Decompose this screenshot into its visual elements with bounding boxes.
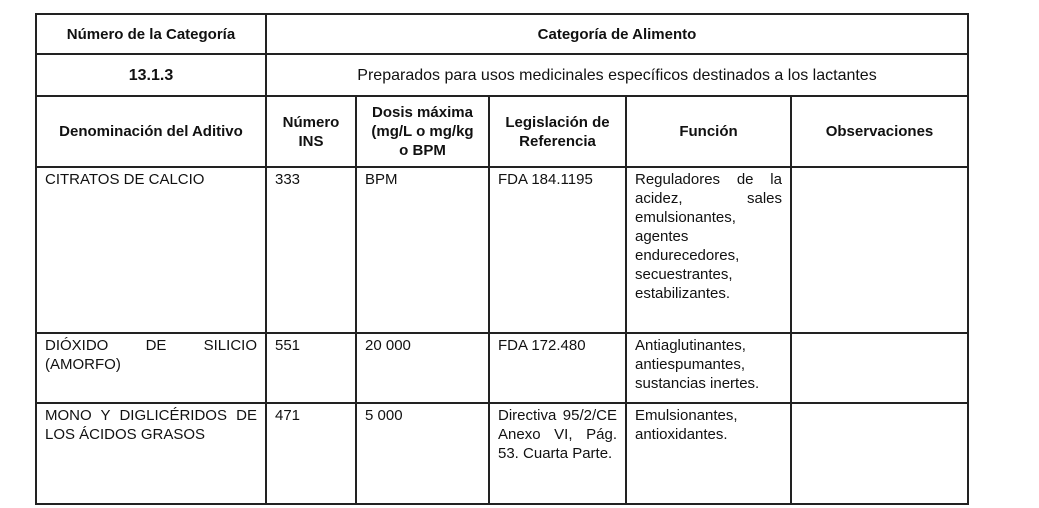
additive-name: MONO Y DIGLICÉRIDOS DE LOS ÁCIDOS GRASOS xyxy=(36,403,266,504)
max-dose: BPM xyxy=(356,167,489,333)
notes xyxy=(791,403,968,504)
food-category-label: Categoría de Alimento xyxy=(266,14,968,54)
ins-number: 333 xyxy=(266,167,356,333)
notes xyxy=(791,167,968,333)
table-row xyxy=(36,333,968,403)
category-number: 13.1.3 xyxy=(36,54,266,96)
legislation: Directiva 95/2/CE Anexo VI, Pág. 53. Cuarta Parte. xyxy=(489,403,626,504)
category-number-label: Número de la Categoría xyxy=(36,14,266,54)
function: Reguladores de la acidez, sales emulsionantes, agentes endurecedores, secuestrantes, estabilizantes. xyxy=(626,167,791,333)
max-dose: 5 000 xyxy=(356,403,489,504)
table-row xyxy=(36,167,968,333)
column-header: Función xyxy=(626,96,791,167)
function: Antiaglutinantes, antiespumantes, sustancias inertes. xyxy=(626,333,791,403)
additive-name: CITRATOS DE CALCIO xyxy=(36,167,266,333)
legislation: FDA 184.1195 xyxy=(489,167,626,333)
column-header: Legislación de Referencia xyxy=(489,96,626,167)
column-header: Dosis máxima (mg/L o mg/kg o BPM xyxy=(356,96,489,167)
notes xyxy=(791,333,968,403)
ins-number: 551 xyxy=(266,333,356,403)
additives-table xyxy=(35,13,969,505)
additive-name: DIÓXIDO DE SILICIO (AMORFO) xyxy=(36,333,266,403)
column-header: Número INS xyxy=(266,96,356,167)
max-dose: 20 000 xyxy=(356,333,489,403)
food-category: Preparados para usos medicinales específicos destinados a los lactantes xyxy=(266,54,968,96)
legislation: FDA 172.480 xyxy=(489,333,626,403)
function: Emulsionantes, antioxidantes. xyxy=(626,403,791,504)
column-header: Observaciones xyxy=(791,96,968,167)
table-row xyxy=(36,403,968,504)
ins-number: 471 xyxy=(266,403,356,504)
column-header: Denominación del Aditivo xyxy=(36,96,266,167)
